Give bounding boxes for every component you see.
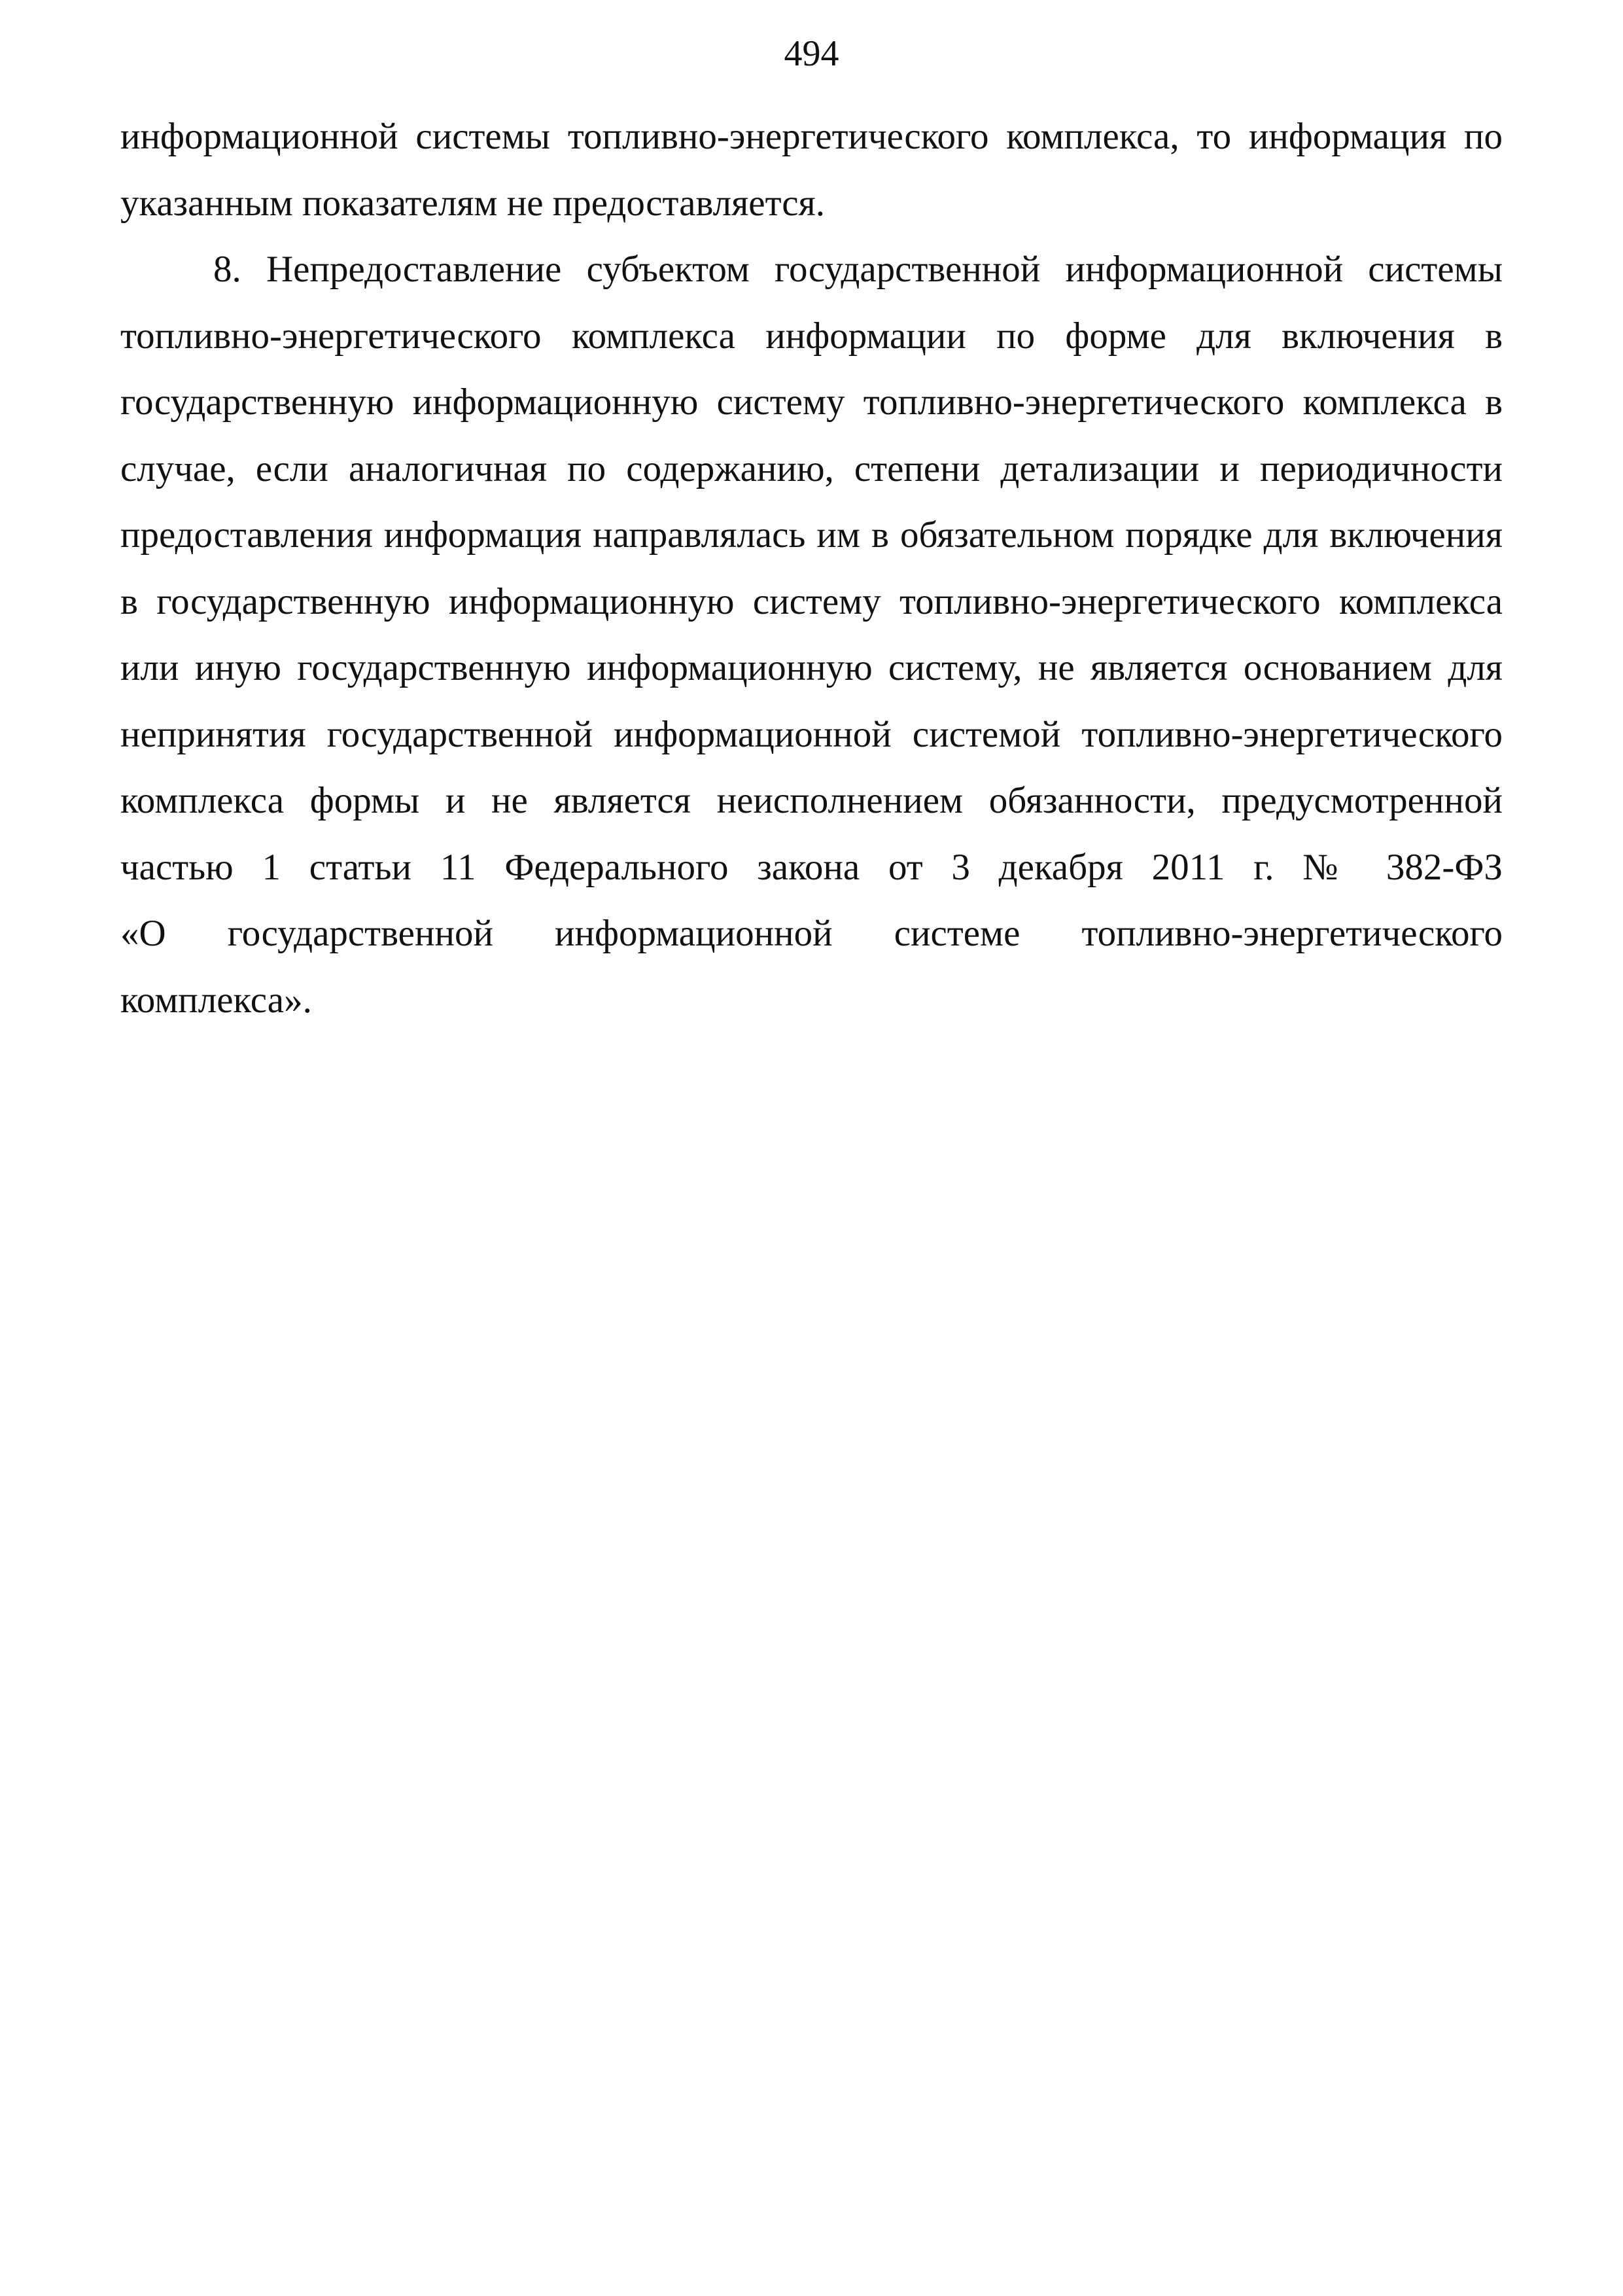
text-line: указанным показателям не предоставляется. [120, 182, 825, 224]
text-line: в государственную информационную систему топливно-энергетического комплекса [120, 580, 1503, 622]
text-line: комплекса формы и не является неисполнением обязанности, предусмотренной [120, 780, 1503, 821]
text-line: «О государственной информационной системе топливно-энергетического [120, 913, 1503, 954]
text-line: непринятия государственной информационной системой топливно-энергетического [120, 713, 1503, 755]
text-line: случае, если аналогичная по содержанию, степени детализации и периодичности [120, 448, 1503, 489]
text-line: или иную государственную информационную систему, не является основанием для [120, 647, 1503, 688]
text-line: топливно-энергетического комплекса информации по форме для включения в [120, 315, 1503, 357]
text-line: 8. Непредоставление субъектом государственной информационной системы [213, 249, 1503, 290]
page-number: 494 [784, 33, 839, 74]
text-line: комплекса». [120, 979, 312, 1021]
text-line: информационной системы топливно-энергетического комплекса, то информация по [120, 116, 1503, 157]
document-body [120, 103, 1503, 1033]
text-line: частью 1 статьи 11 Федерального закона от 3 декабря 2011 г. № 382-ФЗ [120, 846, 1503, 888]
paragraph-item-8 [120, 236, 1503, 1033]
text-line: государственную информационную систему топливно-энергетического комплекса в [120, 381, 1503, 423]
paragraph-continuation [120, 103, 1503, 236]
text-line: предоставления информация направлялась им в обязательном порядке для включения [120, 514, 1503, 556]
